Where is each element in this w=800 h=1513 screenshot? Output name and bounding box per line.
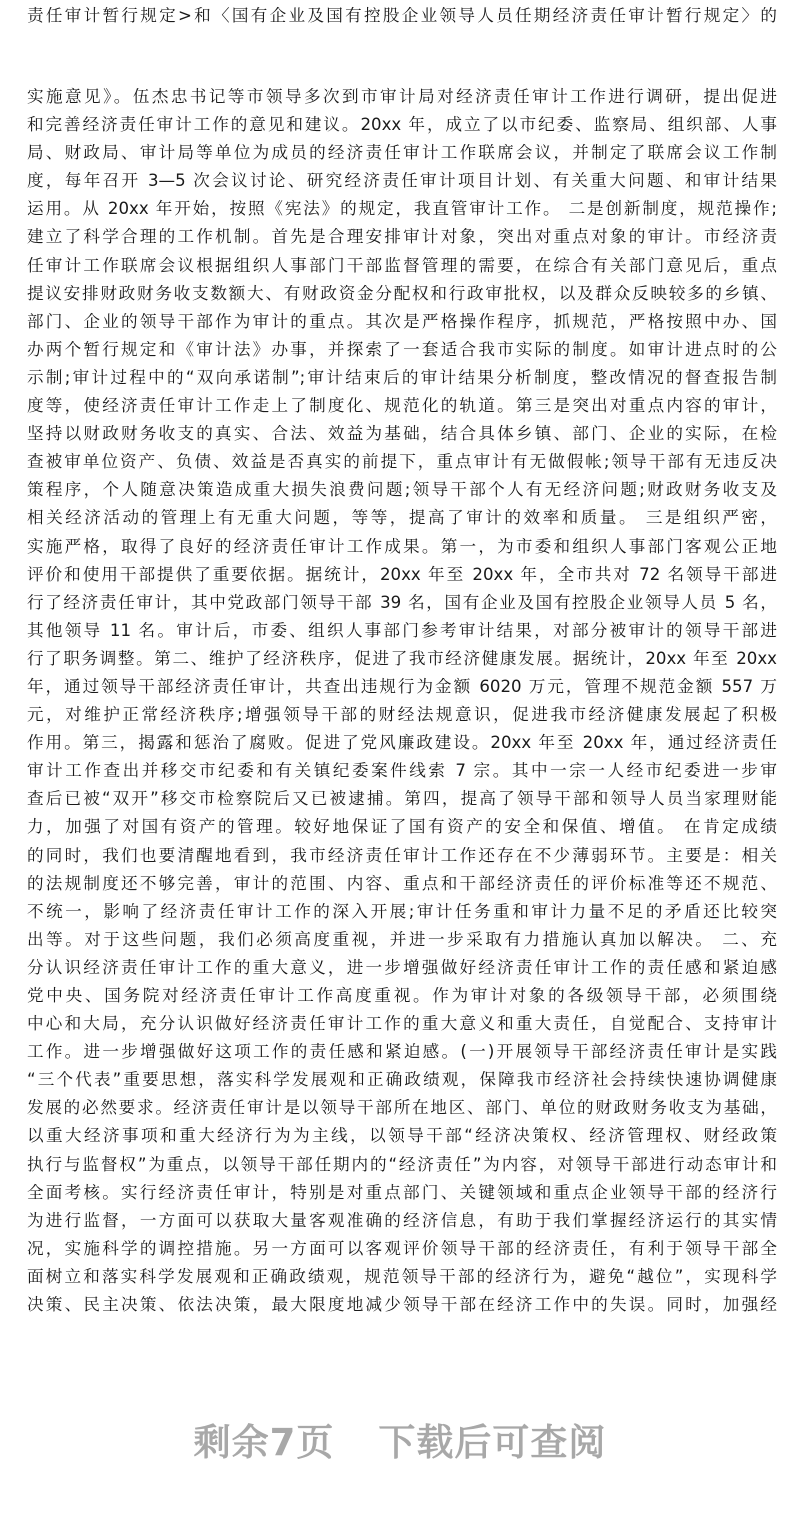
document-line: 行了经济责任审计，其中党政部门领导干部 39 名，国有企业及国有控股企业领导人员 5 名，	[27, 592, 777, 612]
document-line: 分认识经济责任审计工作的重大意义，进一步增强做好经济责任审计工作的责任感和紧迫感	[27, 957, 777, 977]
document-line: 实施严格，取得了良好的经济责任审计工作成果。第一，为市委和组织人事部门客观公正地	[27, 536, 777, 556]
document-line: 和完善经济责任审计工作的意见和建议。20xx 年，成立了以市纪委、监察局、组织部、人事	[27, 115, 777, 135]
document-line: 部门、企业的领导干部作为审计的重点。其次是严格操作程序，抓规范，严格按照中办、国	[27, 311, 777, 331]
document-line: 以重大经济事项和重大经济行为为主线，以领导干部“经济决策权、经济管理权、财经政策	[27, 1126, 777, 1146]
document-line: 全面考核。实行经济责任审计，特别是对重点部门、关键领域和重点企业领导干部的经济行	[27, 1182, 777, 1202]
document-line: 查被审单位资产、负债、效益是否真实的前提下，重点审计有无做假帐;领导干部有无违反决	[27, 452, 777, 472]
document-line: 出等。对于这些问题，我们必须高度重视，并进一步采取有力措施认真加以解决。 二、充	[27, 929, 777, 949]
document-top-line: 责任审计暂行规定>和〈国有企业及国有控股企业领导人员任期经济责任审计暂行规定〉的	[27, 6, 777, 25]
document-body	[27, 83, 777, 1319]
document-line: 工作。进一步增强做好这项工作的责任感和紧迫感。(一)开展领导干部经济责任审计是实践	[27, 1042, 777, 1062]
document-line: 办两个暂行规定和《审计法》办事，并探索了一套适合我市实际的制度。如审计进点时的公	[27, 339, 777, 359]
document-line: 策程序，个人随意决策造成重大损失浪费问题;领导干部个人有无经济问题;财政财务收支及	[27, 480, 777, 500]
document-line: 实施意见》。伍杰忠书记等市领导多次到市审计局对经济责任审计工作进行调研，提出促进	[27, 87, 777, 106]
document-line: 的同时，我们也要清醒地看到，我市经济责任审计工作还存在不少薄弱环节。主要是：相关	[27, 845, 777, 865]
document-line: 坚持以财政财务收支的真实、合法、效益为基础，结合具体乡镇、部门、企业的实际，在检	[27, 424, 777, 444]
download-prompt[interactable]	[0, 1412, 800, 1466]
document-line: 建立了科学合理的工作机制。首先是合理安排审计对象，突出对重点对象的审计。市经济责	[27, 227, 777, 247]
document-line: 况，实施科学的调控措施。另一方面可以客观评价领导干部的经济责任，有利于领导干部全	[27, 1238, 777, 1258]
document-line: 度等，使经济责任审计工作走上了制度化、规范化的轨道。第三是突出对重点内容的审计，	[27, 396, 777, 416]
document-line: 为进行监督，一方面可以获取大量客观准确的经济信息，有助于我们掌握经济运行的其实情	[27, 1210, 777, 1230]
document-line: 行了职务调整。第二、维护了经济秩序，促进了我市经济健康发展。据统计，20xx 年至 20xx	[27, 648, 777, 668]
document-line: 审计工作查出并移交市纪委和有关镇纪委案件线索 7 宗。其中一宗一人经市纪委进一步审	[27, 761, 777, 781]
document-line: 示制;审计过程中的“双向承诺制”;审计结束后的审计结果分析制度，整改情况的督查报告制	[27, 367, 777, 387]
document-line: 不统一，影响了经济责任审计工作的深入开展;审计任务重和审计力量不足的矛盾还比较突	[27, 901, 777, 921]
remaining-pages-text: 剩余7页	[193, 1421, 335, 1464]
document-line: 党中央、国务院对经济责任审计工作高度重视。作为审计对象的各级领导干部，必须围绕	[27, 986, 777, 1005]
document-line: 运用。从 20xx 年开始，按照《宪法》的规定，我直管审计工作。 二是创新制度，规范操作;	[27, 199, 777, 219]
document-line: 决策、民主决策、依法决策，最大限度地减少领导干部在经济工作中的失误。同时，加强经	[27, 1295, 777, 1315]
document-line: 的法规制度还不够完善，审计的范围、内容、重点和干部经济责任的评价标准等还不规范、	[27, 873, 777, 893]
download-to-view-text: 下载后可查阅	[378, 1421, 607, 1464]
document-line: 执行与监督权”为重点，以领导干部任期内的“经济责任”为内容，对领导干部进行动态审计和	[27, 1154, 777, 1174]
document-line: 作用。第三，揭露和惩治了腐败。促进了党风廉政建设。20xx 年至 20xx 年，通过经济责任	[27, 733, 777, 753]
document-line: 中心和大局，充分认识做好经济责任审计工作的重大意义和重大责任，自觉配合、支持审计	[27, 1014, 777, 1034]
document-line: 面树立和落实科学发展观和正确政绩观，规范领导干部的经济行为，避免“越位”，实现科学	[27, 1266, 777, 1286]
document-line: 局、财政局、审计局等单位为成员的经济责任审计工作联席会议，并制定了联席会议工作制	[27, 143, 777, 163]
document-line: 查后已被“双开”移交市检察院后又已被逮捕。第四，提高了领导干部和领导人员当家理财能	[27, 789, 777, 809]
document-line: 年，通过领导干部经济责任审计，共查出违规行为金额 6020 万元，管理不规范金额 557 万	[27, 676, 777, 696]
document-line: 力，加强了对国有资产的管理。较好地保证了国有资产的安全和保值、增值。 在肯定成绩	[27, 817, 777, 837]
document-line: 元，对维护正常经济秩序;增强领导干部的财经法规意识，促进我市经济健康发展起了积极	[27, 705, 777, 725]
document-line: 度，每年召开 3—5 次会议讨论、研究经济责任审计项目计划、有关重大问题、和审计结果	[27, 171, 777, 191]
document-line: 任审计工作联席会议根据组织人事部门干部监督管理的需要，在综合有关部门意见后，重点	[27, 255, 777, 275]
document-line: 评价和使用干部提供了重要依据。据统计，20xx 年至 20xx 年，全市共对 72 名领导干部进	[27, 564, 777, 584]
document-line: “三个代表”重要思想，落实科学发展观和正确政绩观，保障我市经济社会持续快速协调健康	[27, 1070, 777, 1090]
document-line: 提议安排财政财务收支数额大、有财政资金分配权和行政审批权，以及群众反映较多的乡镇、	[27, 283, 777, 303]
document-line: 发展的必然要求。经济责任审计是以领导干部所在地区、部门、单位的财政财务收支为基础，	[27, 1098, 777, 1118]
document-line: 其他领导 11 名。审计后，市委、组织人事部门参考审计结果，对部分被审计的领导干部进	[27, 620, 777, 640]
document-line: 相关经济活动的管理上有无重大问题，等等，提高了审计的效率和质量。 三是组织严密，	[27, 508, 777, 528]
